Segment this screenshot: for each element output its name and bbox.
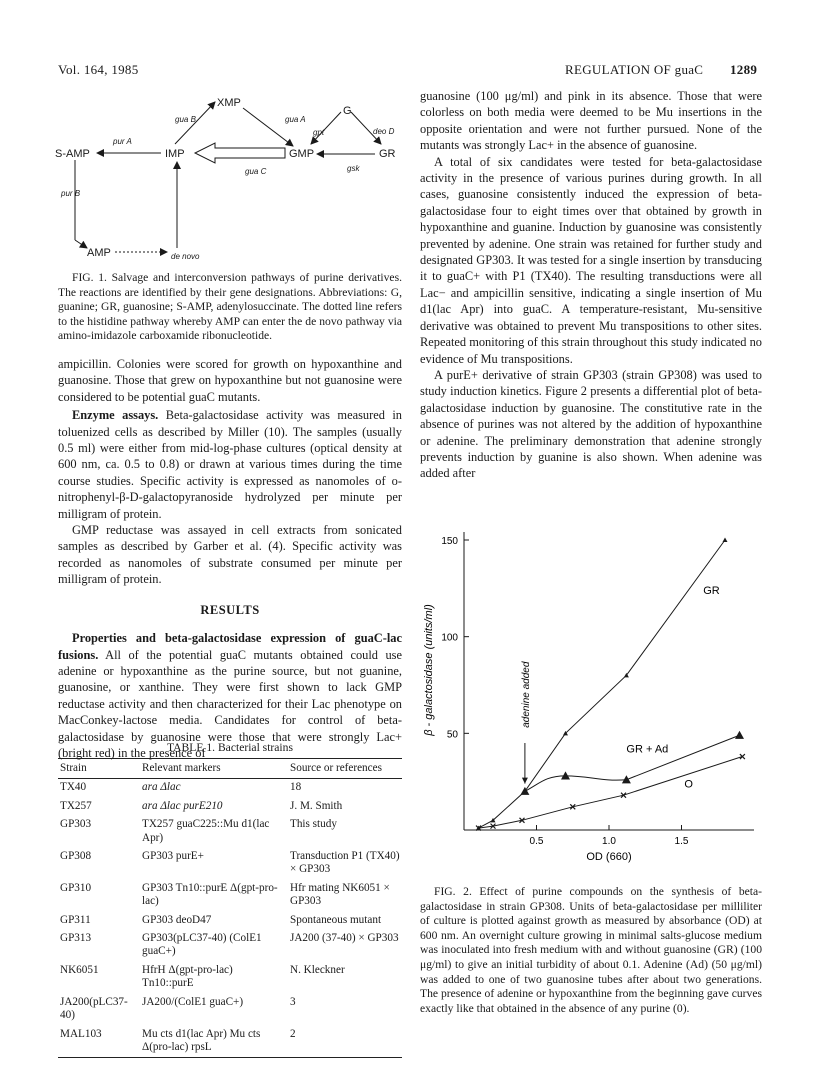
gene-deoD: deo D [373,127,395,136]
paragraph-r2: A total of six candidates were tested for beta-galactosidase activity in the presence of various purines during growth. In all cases, guanosine consistently induced the expression of beta-galactosidase four to eight times over that obtained by growth in hypoxanthine and guanine. Induction by guanosine was consistently prevented by adenine. One strain was retained for further study and designated GP303. It was tested for a single insertion by transducing it to guaC+ with P1 (TX40). The resulting transductions were all Lac− and ampicillin sensitive, indicating a single insertion of Mu d1(lac Apr) into guaC. A temperature-resistant, Mu-sensitive derivative was obtained to prevent Mu transpositions to other sites. Repeated monitoring of this strain throughout this study indicated no evidence of Mu transpositions. [420,154,762,366]
running-header-title: REGULATION OF guaC [565,62,704,77]
x-tick-label: 1.5 [674,836,689,847]
paragraph-r3: A purE+ derivative of strain GP303 (strain GP308) was used to study induction kinetics. Figure 2 presents a differential plot of beta-galactosidase induction by guanosine. The constitutive rate in the absence of purines was not altered by the addition of hypoxanthine or adenine. The preliminary demonstration that adenine strongly prevents induction by guanine is also shown. When adenine was added after [420,367,762,481]
table-row: GP311 GP303 deoD47 Spontaneous mutant [60,913,382,926]
table-row: JA200(pLC37-40) JA200/(ColE1 guaC+) 3 [60,995,296,1022]
gene-gpt: gpt [313,128,325,137]
node-imp: IMP [165,148,185,160]
fig1-caption: FIG. 1. Salvage and interconversion pathways of purine derivatives. The reactions are identified by their gene designations. Abbreviations: G, guanine; GR, guanosine; S-AMP, adenylosuccinate. The dotted line refers to the histidine pathway whereby AMP can enter the de novo pathway via amino-imidazole carboxamide ribonucleotide. [58,271,402,343]
series-label-gr: GR [703,585,720,598]
fig2-caption: FIG. 2. Effect of purine compounds on the synthesis of beta-galactosidase in strain GP308. Units of beta-galactosidase per milliliter of culture is plotted against growth as measured by absorbance (OD) at 600 nm. An overnight culture growing in minimal salts-glucose medium was inoculated into fresh medium with and without guanosine (GR) (100 μg/ml) to give an initial turbidity of about 0.1. Adenine (Ad) (50 μg/ml) was added to one of two guanosine tubes after about two generations. The presence of adenine or hypoxanthine from the beginning gave curves exactly like that obtained in the absence of any purine (0). [420,885,762,1015]
annotation-arrow-head [522,778,528,784]
series-line-o [479,757,743,829]
properties-text: All of the potential guaC mutants obtained could use adenine or hypoxanthine as the purine source, but not guanine, guanosine, or xanthine. They were first shown to lack GMP reductase activity and then characterized for their Lac phenotype on MacConkey-lactose media. Candidates for control of beta-galactosidase by guanosine were those that were strongly Lac+ (bright red) in the presence of [58,647,403,760]
gene-guaB: gua B [175,115,196,124]
node-xmp: XMP [217,97,241,109]
data-point-o [740,754,745,759]
enzyme-text: Beta-galactosidase activity was measured in toluenized cells as described by Miller (10). The samples (usually 0.5 ml) were either from mid-log-phase cultures (optical density at 600 nm, ca. 0.5 to 0.8) or drawn at various times during the time course studies. Specific activity is expressed as nanomoles of o-nitrophenyl-β-D-galactopyranoside hydrolyzed per minute per milligram of protein. [58,408,402,521]
y-tick-label: 150 [441,536,458,547]
arrow-xmp-gmp [243,108,293,146]
node-samp: S-AMP [55,148,90,160]
y-tick-label: 100 [441,632,458,644]
data-point-gr-ad [520,787,529,795]
table-row: GP313 GP303(pLC37-40) (ColE1 guaC+) JA200 (37-40) × GP303 [60,932,399,958]
node-g: G [343,105,352,117]
table-row: TX40 ara Δlac 18 [60,781,302,794]
fig1-diagram [55,88,415,266]
fig2-chart [420,500,770,880]
gene-gsk: gsk [347,164,360,173]
table-row: GP303 TX257 guaC225::Mu d1(lac Apr) This study [60,818,337,844]
node-gr: GR [379,148,396,160]
x-axis-label: OD (660) [586,851,632,863]
series-label-gr-ad: GR + Ad [626,743,669,756]
paragraph-gmp-reductase: GMP reductase was assayed in cell extracts from sonicated samples as described by Garber et al. (4). Specific activity was recorded as nanomoles of substrate consumed per minute per milligram of protein. [58,523,402,587]
gene-purA: pur A [113,137,132,146]
left-column [58,356,402,761]
y-tick-label: 50 [446,729,458,741]
enzyme-heading: Enzyme assays. [72,408,159,423]
table-row: GP308 GP303 purE+ Transduction P1 (TX40) × GP303 [60,850,400,876]
y-axis-label: β - galactosidase (units/ml) [423,604,435,736]
paragraph-r1: guanosine (100 μg/ml) and pink in its absence. Those that were colorless on both media were deemed to be Mu insertions in the opposite orientation and were not further pursued. None of the mutants was strongly Lac+ in the absence of guanosine. [420,89,762,153]
paragraph-cont: ampicillin. Colonies were scored for growth on hypoxanthine and guanosine. Those that grew on hypoxanthine but not guanosine were considered to be potential guaC mutants. [58,357,402,404]
page-number: 1289 [730,62,758,77]
node-amp: AMP [87,247,111,259]
data-point-gr-ad [622,775,631,783]
gene-denovo: de novo [171,252,200,261]
x-tick-label: 0.5 [529,836,544,847]
data-point-gr-ad [735,731,744,739]
data-point-gr [723,538,728,543]
running-header-left: Vol. 164, 1985 [58,62,139,77]
right-column [420,88,762,482]
arrow-samp-amp-2 [75,240,87,248]
results-heading: RESULTS [200,602,260,617]
paragraph-enzyme [58,407,402,522]
x-tick-label: 1.0 [602,836,616,847]
gene-purB: pur B [61,189,81,198]
table1-header: Source or references [288,759,402,779]
series-label-o: O [684,778,693,791]
gene-guaA: gua A [285,115,306,124]
table-row: TX257 ara Δlac purE210 J. M. Smith [60,799,343,812]
table-row: GP310 GP303 Tn10::purE Δ(gpt-pro-lac) Hfr mating NK6051 × GP303 [60,881,390,908]
annotation-adenine-added: adenine added [520,661,532,728]
table1-header: Strain [58,759,140,779]
arrow-gmp-imp-open [195,143,285,163]
table1 [58,758,402,1058]
gene-guaC: gua C [245,167,267,176]
table1-header: Relevant markers [140,759,288,779]
node-gmp: GMP [289,148,315,160]
table1-title: TABLE 1. Bacterial strains [167,741,293,754]
table1-wrap [58,758,402,1058]
table-row: NK6051 HfrH Δ(gpt-pro-lac) Tn10::purE N. Kleckner [60,963,345,990]
properties-heading: Properties and beta-galactosidase expression of guaC-lac fusions. [58,631,402,662]
table-row: MAL103 Mu cts d1(lac Apr) Mu cts Δ(pro-lac) rpsL 2 [58,1026,402,1058]
